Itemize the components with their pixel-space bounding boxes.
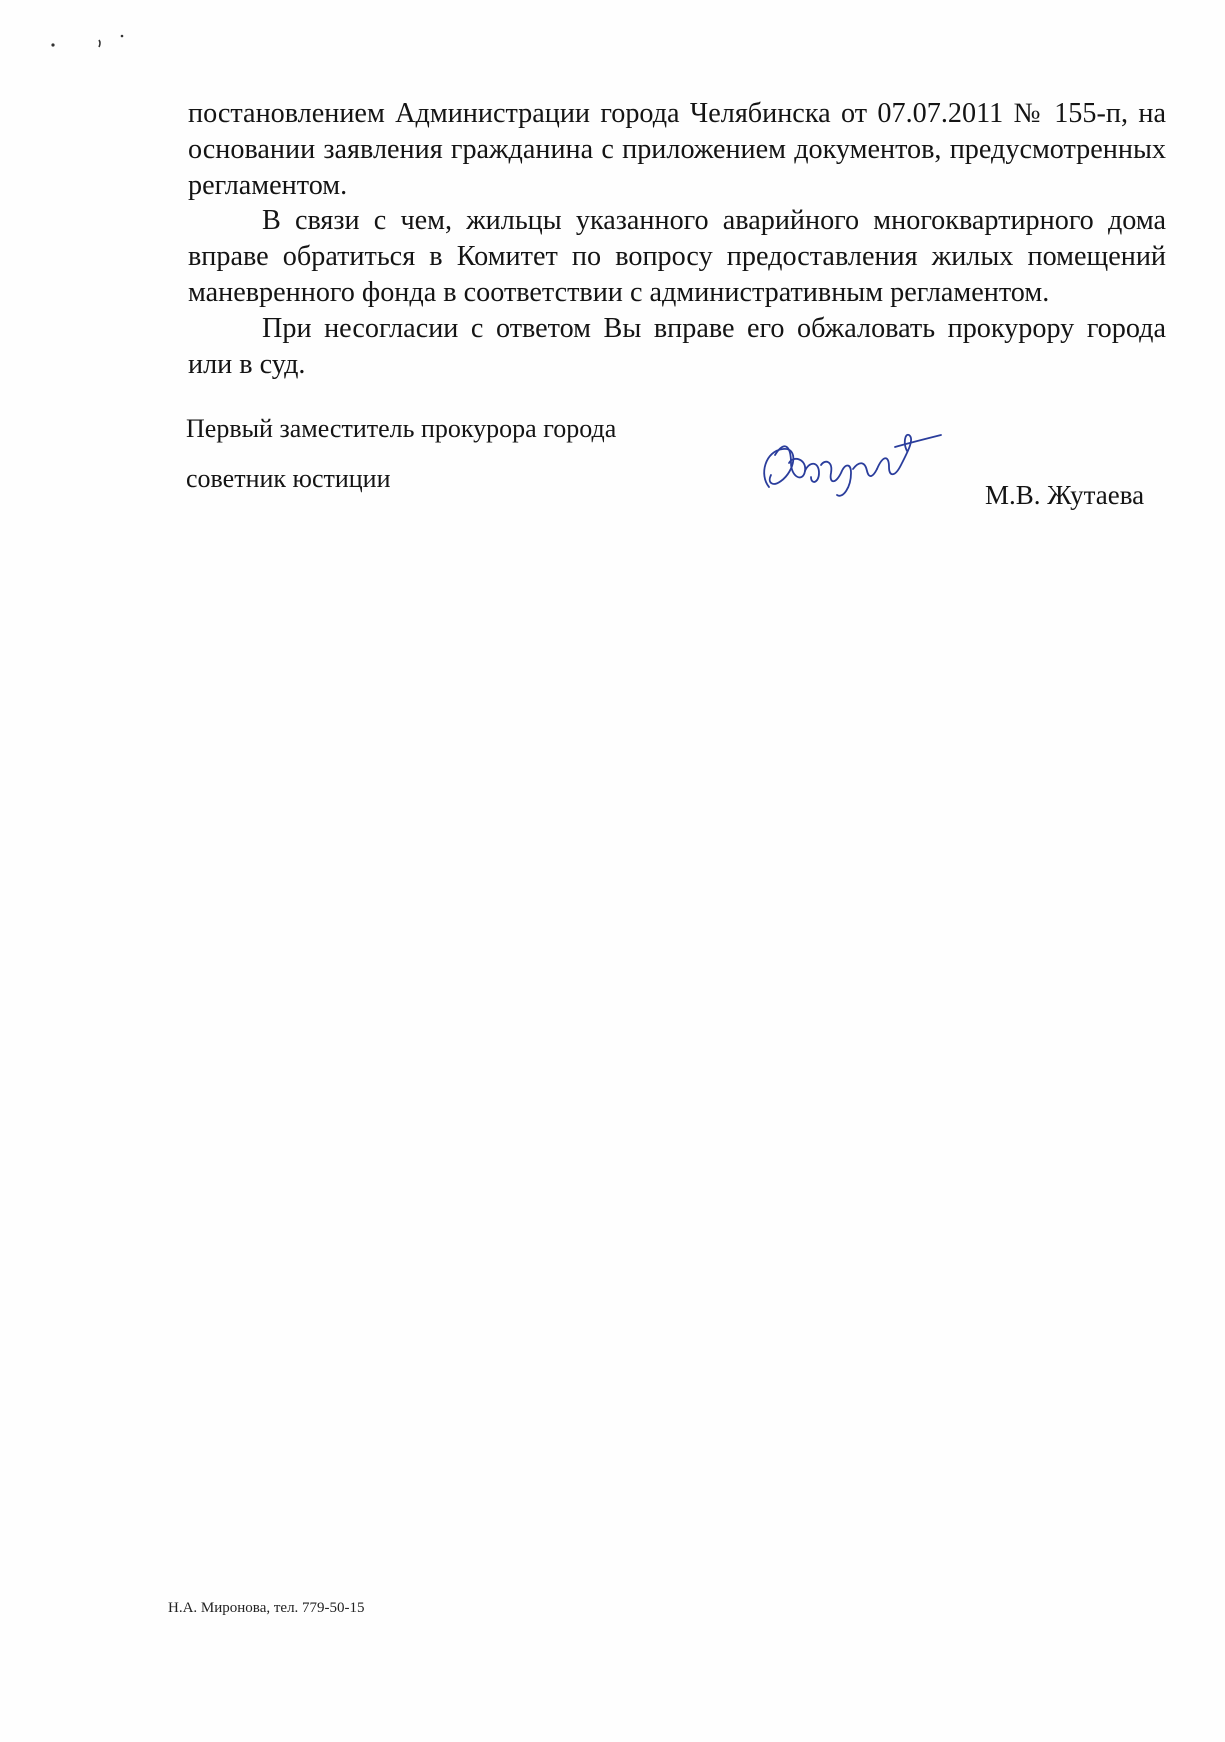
signatory-rank: советник юстиции xyxy=(186,464,391,493)
executor-contact: Н.А. Миронова, тел. 779-50-15 xyxy=(168,1600,365,1616)
handwritten-signature xyxy=(755,425,945,505)
scan-dot xyxy=(121,35,124,38)
signatory-position: Первый заместитель прокурора города xyxy=(186,414,617,443)
paragraph-residents-rights: В связи с чем, жильцы указанного аварийного многоквартирного дома вправе обратиться в Комитет по вопросу предоставления жилых помещений маневренного фонда в соответствии с административным регламентом. xyxy=(188,205,1166,308)
paragraph-regulation: постановлением Администрации города Челябинска от 07.07.2011 № 155-п, на основании заявления гражданина с приложением документов, предусмотренных регламентом. xyxy=(188,98,1166,201)
letter-body xyxy=(188,96,1166,382)
scan-marks xyxy=(40,28,140,58)
paragraph-appeal: При несогласии с ответом Вы вправе его обжаловать прокурору города или в суд. xyxy=(188,312,1166,380)
scan-dot xyxy=(99,40,100,47)
scan-dot xyxy=(51,43,54,46)
signatory-name: М.В. Жутаева xyxy=(985,480,1145,510)
